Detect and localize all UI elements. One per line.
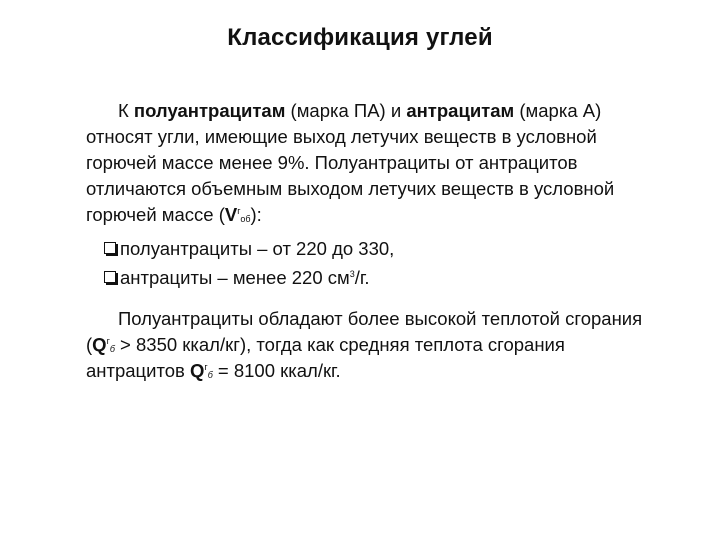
heat-superscript: г <box>204 362 208 372</box>
text-segment: (марка ПА) и <box>285 100 407 121</box>
term-semi-anthracite: полуантрацитам <box>133 100 286 121</box>
checkbox-bullet-icon <box>104 242 116 254</box>
paragraph-heat-of-combustion <box>86 306 656 384</box>
term-anthracite: антрацитам <box>406 100 515 121</box>
slide-title: Классификация углей <box>227 24 493 51</box>
heat-symbol: Q <box>92 334 107 355</box>
volatile-superscript: г <box>237 206 241 216</box>
heat-superscript: г <box>106 336 110 346</box>
list-item <box>104 263 644 292</box>
checkbox-bullet-icon <box>104 271 116 283</box>
heat-subscript: б <box>109 344 115 354</box>
list-item-text: антрациты – менее 220 см <box>120 267 350 288</box>
text-segment: > 8350 ккал/кг), тогда как средняя теплота сгорания антрацитов <box>86 334 565 381</box>
unit-superscript: 3 <box>349 269 355 279</box>
text-segment: ): <box>250 204 262 225</box>
paragraph-definition <box>86 98 656 228</box>
heat-symbol: Q <box>190 360 205 381</box>
list-item <box>104 234 644 263</box>
volatile-subscript: об <box>240 214 251 224</box>
volatile-yield-list <box>104 234 644 292</box>
text-segment: = 8100 ккал/кг. <box>212 360 341 381</box>
heat-subscript: б <box>207 370 213 380</box>
list-item-text: полуантрациты – от 220 до 330, <box>120 238 395 259</box>
text-segment: Полуантрациты обладают более высокой теплотой сгорания ( <box>86 308 643 355</box>
text-segment: (марка А) относят угли, имеющие выход летучих веществ в условной горючей массе менее 9%. Полуантрациты от антрацитов отличаются объемным выходом летучих веществ в условной горючей массе ( <box>86 100 615 225</box>
text-segment: К <box>118 100 134 121</box>
volatile-symbol: V <box>224 204 238 225</box>
list-item-unit-tail: /г. <box>354 267 370 288</box>
